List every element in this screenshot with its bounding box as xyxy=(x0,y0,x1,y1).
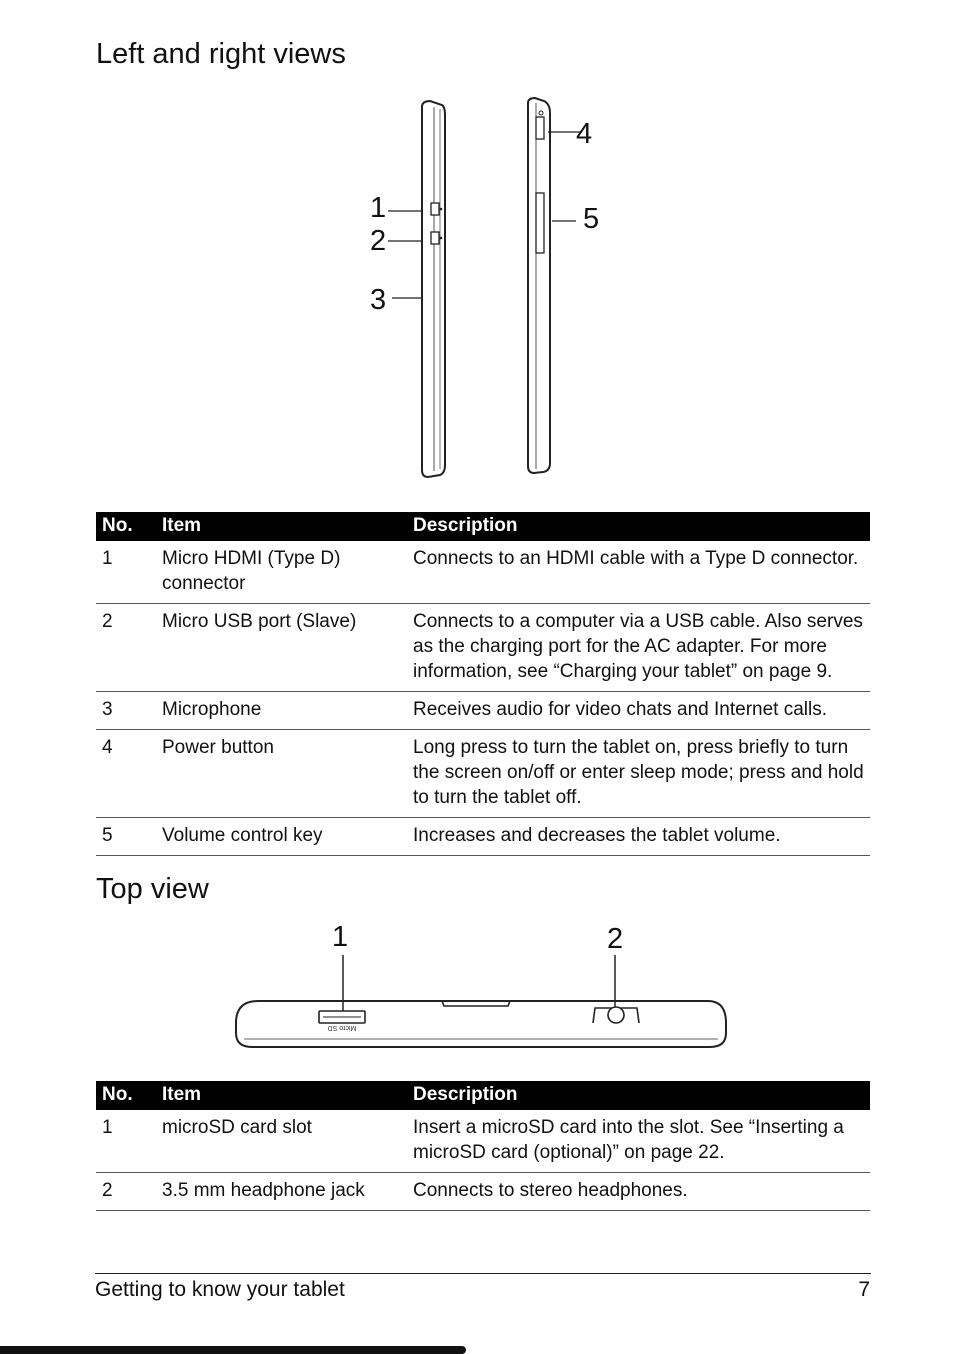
tablet-top-view-illustration xyxy=(230,915,732,1055)
header-description: Description xyxy=(407,1081,870,1110)
footer-divider xyxy=(95,1273,871,1274)
table-row xyxy=(96,730,870,818)
cell-description: Long press to turn the tablet on, press briefly to turn the screen on/off or enter sleep mode; press and hold to turn the tablet off. xyxy=(407,730,870,818)
cell-no: 2 xyxy=(96,604,156,692)
cell-item: Volume control key xyxy=(156,818,407,856)
cell-item: Micro USB port (Slave) xyxy=(156,604,407,692)
cell-item: Micro HDMI (Type D) connector xyxy=(156,541,407,604)
cell-item: microSD card slot xyxy=(156,1110,407,1173)
header-item: Item xyxy=(156,1081,407,1110)
section-title-left-right-views: Left and right views xyxy=(96,38,346,70)
cell-description: Connects to stereo headphones. xyxy=(407,1173,870,1211)
callout-5: 5 xyxy=(583,203,600,235)
cell-description: Connects to a computer via a USB cable. Also serves as the charging port for the AC adapter. For more information, see “Charging your tablet” on page 9. xyxy=(407,604,870,692)
cell-description: Increases and decreases the tablet volume. xyxy=(407,818,870,856)
microsd-slot-label: Micro SD xyxy=(327,1024,357,1031)
cell-no: 1 xyxy=(96,541,156,604)
footer-page-number: 7 xyxy=(858,1278,870,1301)
footer-chapter-title: Getting to know your tablet xyxy=(95,1278,345,1301)
table-row xyxy=(96,1110,870,1173)
volume-key-shape xyxy=(536,193,544,253)
cell-item: Microphone xyxy=(156,692,407,730)
top-view-table xyxy=(96,1081,870,1211)
callout-3: 3 xyxy=(370,284,387,316)
cell-item: 3.5 mm headphone jack xyxy=(156,1173,407,1211)
header-no: No. xyxy=(96,1081,156,1110)
table-row xyxy=(96,818,870,856)
cell-no: 4 xyxy=(96,730,156,818)
cell-no: 2 xyxy=(96,1173,156,1211)
callout-1: 1 xyxy=(370,192,387,224)
header-description: Description xyxy=(407,512,870,541)
micro-hdmi-port-shape xyxy=(431,203,439,215)
tablet-side-views-illustration xyxy=(360,95,620,485)
header-no: No. xyxy=(96,512,156,541)
callout-2: 2 xyxy=(370,225,387,257)
table-row xyxy=(96,541,870,604)
top-callout-2: 2 xyxy=(607,923,624,955)
table-row xyxy=(96,604,870,692)
table-row xyxy=(96,1173,870,1211)
page-bottom-edge-bar xyxy=(0,1346,466,1354)
section-title-top-view: Top view xyxy=(96,873,209,905)
tablet-left-side-drawing xyxy=(422,101,445,477)
power-button-shape xyxy=(536,117,544,139)
cell-description: Receives audio for video chats and Internet calls. xyxy=(407,692,870,730)
table-row xyxy=(96,692,870,730)
cell-item: Power button xyxy=(156,730,407,818)
table-header-row xyxy=(96,1081,870,1110)
micro-usb-port-shape xyxy=(431,232,439,244)
table-header-row xyxy=(96,512,870,541)
tablet-right-side-drawing xyxy=(528,98,550,473)
cell-no: 3 xyxy=(96,692,156,730)
header-item: Item xyxy=(156,512,407,541)
callout-4: 4 xyxy=(576,118,593,150)
tablet-top-edge-drawing xyxy=(236,1001,726,1047)
cell-no: 5 xyxy=(96,818,156,856)
cell-description: Connects to an HDMI cable with a Type D connector. xyxy=(407,541,870,604)
left-right-views-table xyxy=(96,512,870,856)
top-callout-1: 1 xyxy=(332,921,349,953)
cell-description: Insert a microSD card into the slot. See “Inserting a microSD card (optional)” on page 22. xyxy=(407,1110,870,1173)
cell-no: 1 xyxy=(96,1110,156,1173)
headphone-jack-shape xyxy=(608,1007,624,1023)
